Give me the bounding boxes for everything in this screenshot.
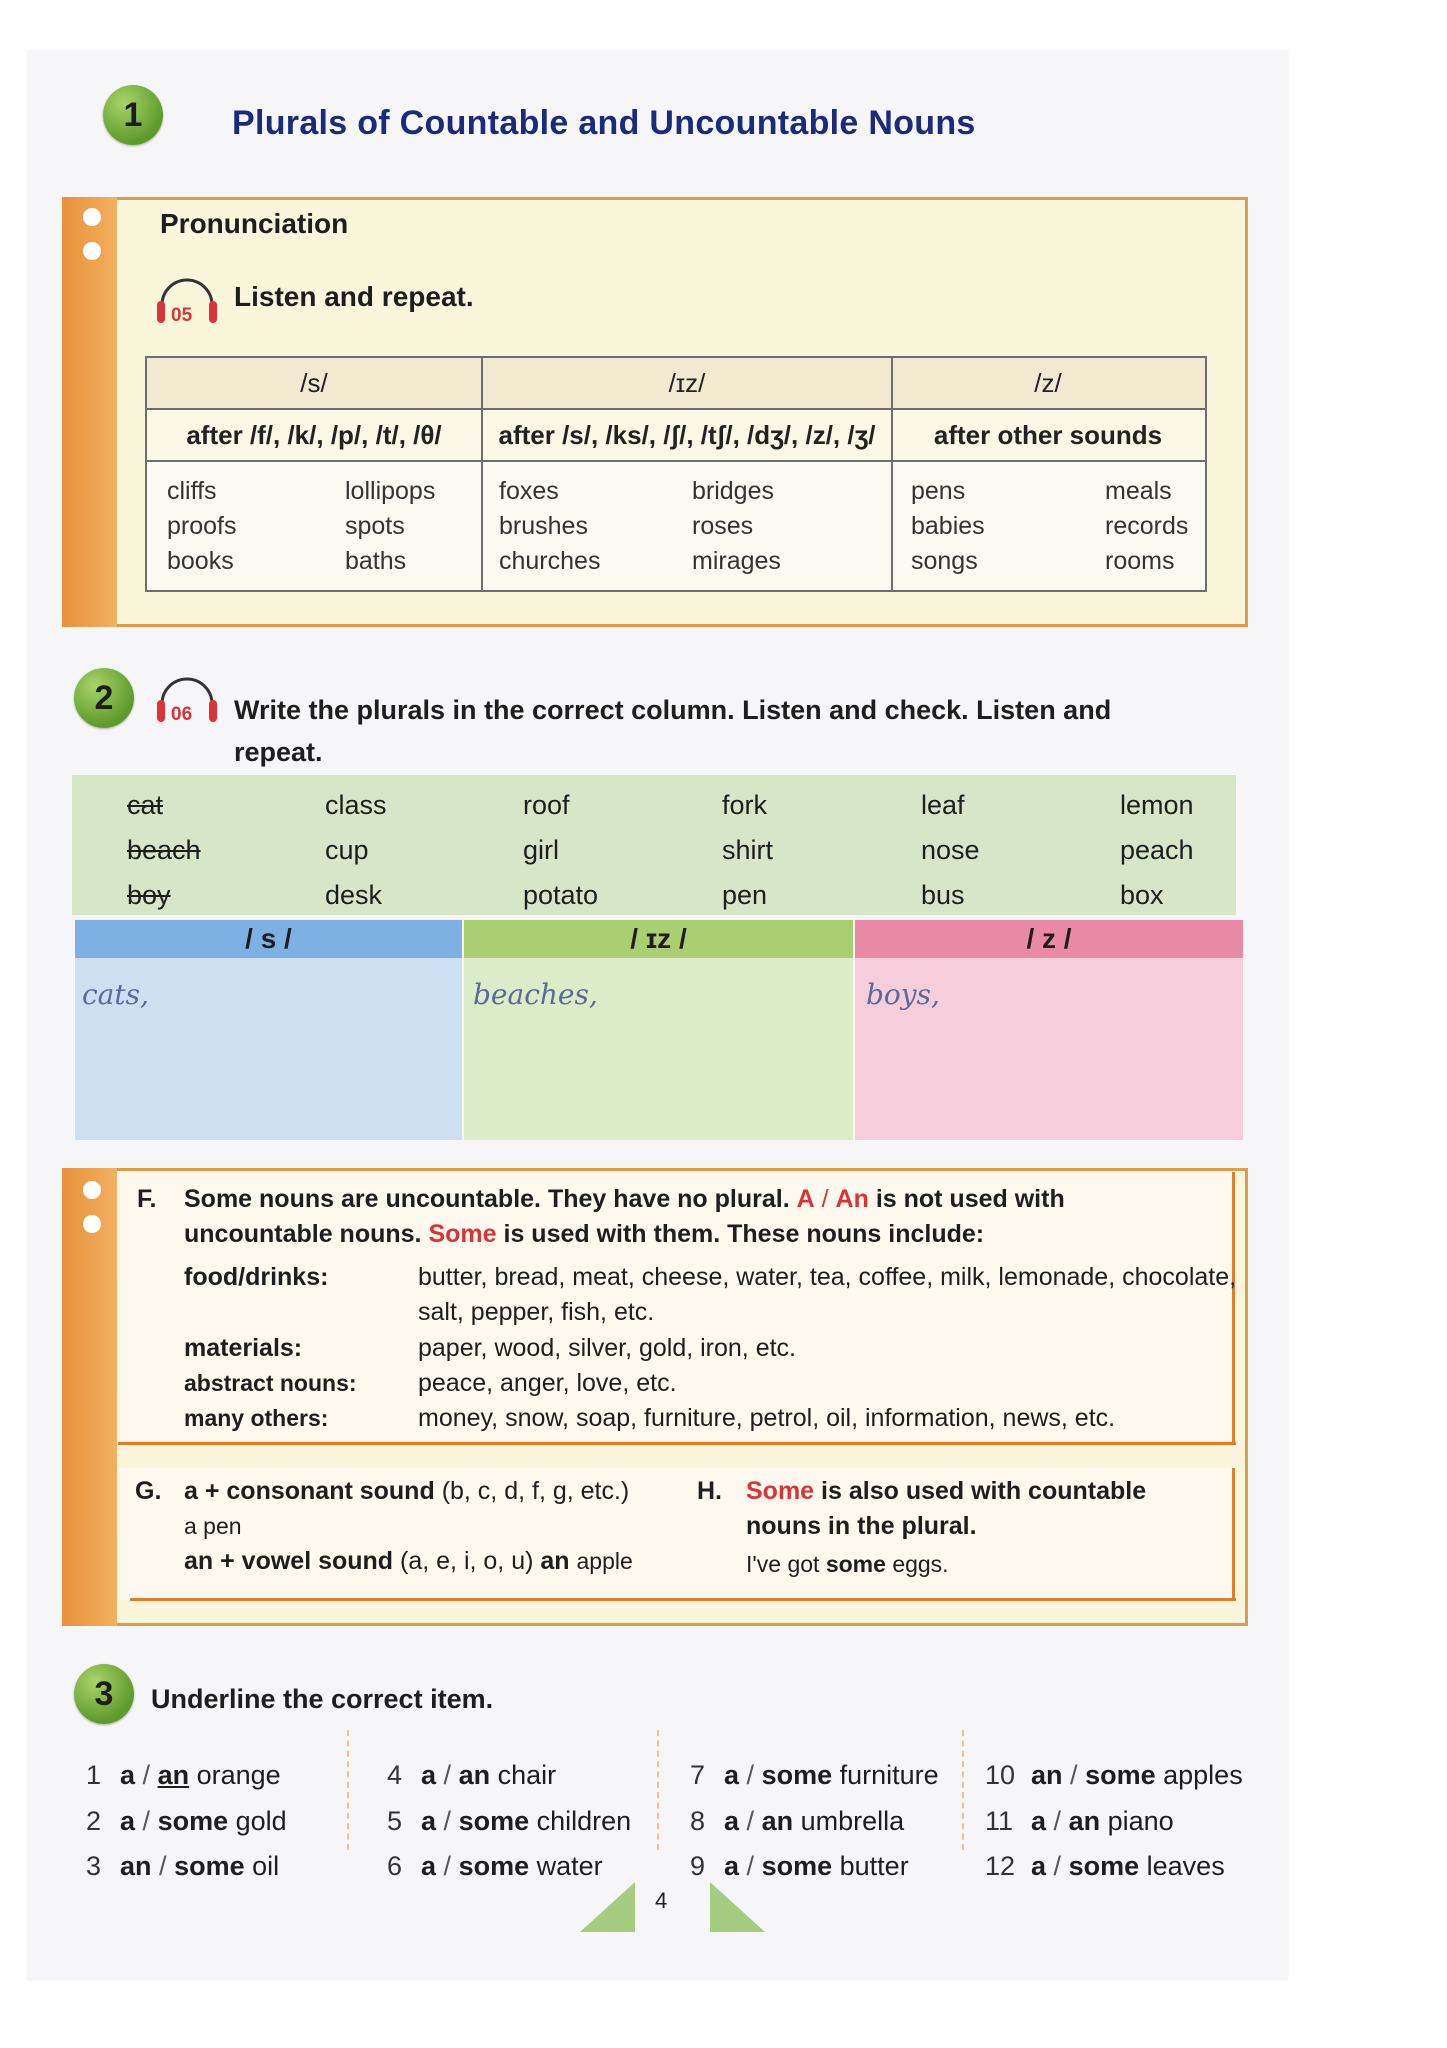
option-2[interactable]: some xyxy=(458,1806,530,1836)
separator: / xyxy=(443,1760,452,1790)
bullet-icon xyxy=(83,208,101,226)
keyword-some: Some xyxy=(746,1477,815,1505)
separator: / xyxy=(142,1806,151,1836)
word-item: cliffs xyxy=(167,477,217,505)
separator: / xyxy=(1070,1760,1078,1790)
handwritten-example: cats, xyxy=(82,978,149,1011)
word-item: lollipops xyxy=(345,477,436,505)
word-item: proofs xyxy=(167,512,237,540)
column-divider xyxy=(962,1730,964,1850)
item-noun: leaves xyxy=(1146,1851,1225,1881)
rule-text: Some nouns are uncountable. They have no plural. xyxy=(184,1185,790,1213)
word-list xyxy=(1105,474,1188,579)
exercise-number-2 xyxy=(74,668,134,728)
panel-border xyxy=(1232,1468,1235,1600)
option-2[interactable]: some xyxy=(761,1760,833,1790)
example-text: a pen xyxy=(184,1513,242,1539)
rule-text: a + consonant sound xyxy=(184,1477,435,1505)
option-1[interactable]: a xyxy=(724,1851,740,1881)
option-2[interactable]: some xyxy=(1085,1760,1156,1790)
word-item: meals xyxy=(1105,477,1172,505)
bullet-icon xyxy=(83,1215,101,1233)
item-noun: umbrella xyxy=(800,1806,905,1836)
example-text: I've got xyxy=(746,1551,820,1577)
separator: / xyxy=(443,1851,452,1881)
option-2[interactable]: some xyxy=(157,1806,229,1836)
page-tab-left xyxy=(580,1882,640,1932)
word-list xyxy=(499,474,600,579)
item-noun: apples xyxy=(1163,1760,1243,1790)
item-number: 2 xyxy=(86,1806,102,1836)
word-item: spots xyxy=(345,512,405,540)
word-bank-item: cup xyxy=(325,835,369,865)
item-number: 11 xyxy=(985,1806,1014,1836)
category-value: money, snow, soap, furniture, petrol, oil, information, news, etc. xyxy=(418,1404,1116,1432)
option-1[interactable]: a xyxy=(724,1760,740,1790)
example-text: apple xyxy=(576,1548,633,1574)
word-item: records xyxy=(1105,512,1189,540)
word-item: pens xyxy=(911,477,966,505)
category-value: paper, wood, silver, gold, iron, etc. xyxy=(418,1334,796,1362)
exercise-item xyxy=(387,1760,556,1791)
sort-column-z[interactable] xyxy=(855,920,1243,1140)
separator: / xyxy=(1053,1806,1062,1836)
option-2[interactable]: some xyxy=(174,1851,245,1881)
grammar-stripe xyxy=(62,1168,117,1626)
category-label: abstract nouns: xyxy=(184,1370,357,1396)
word-bank-item: peach xyxy=(1120,835,1194,865)
exercise-item xyxy=(985,1806,1174,1837)
option-1[interactable]: a xyxy=(120,1760,136,1790)
word-list xyxy=(167,474,236,579)
column-divider xyxy=(347,1730,349,1850)
word-item: brushes xyxy=(499,512,588,540)
separator: / xyxy=(443,1806,452,1836)
item-number: 7 xyxy=(690,1760,706,1790)
word-bank-item: box xyxy=(1120,880,1164,910)
pronunciation-table xyxy=(145,356,1207,592)
separator: / xyxy=(159,1851,167,1881)
option-1[interactable]: a xyxy=(1031,1806,1047,1836)
word-list xyxy=(911,474,985,579)
word-item: foxes xyxy=(499,477,559,505)
word-bank-item: pen xyxy=(722,880,768,910)
keyword-a: A xyxy=(796,1185,815,1213)
item-number: 12 xyxy=(985,1851,1016,1881)
word-item: roses xyxy=(692,512,754,540)
option-2[interactable]: some xyxy=(761,1851,833,1881)
rule-text: (b, c, d, f, g, etc.) xyxy=(441,1477,630,1505)
item-number: 9 xyxy=(690,1851,706,1881)
exercise-number-1 xyxy=(103,85,163,145)
rule-text: is not used with xyxy=(875,1185,1065,1213)
word-item: bridges xyxy=(692,477,774,505)
page-number: 4 xyxy=(655,1888,668,1913)
option-2[interactable]: an xyxy=(1068,1806,1101,1836)
word-list xyxy=(345,474,435,579)
word-bank-item: nose xyxy=(921,835,980,865)
keyword-an: An xyxy=(835,1185,869,1213)
category-value: peace, anger, love, etc. xyxy=(418,1369,677,1397)
sort-column-header: / z / xyxy=(855,920,1243,958)
exercise-item xyxy=(86,1851,279,1882)
handwritten-example: boys, xyxy=(866,978,940,1011)
exercise-item xyxy=(387,1851,603,1882)
word-bank-item: roof xyxy=(523,790,570,820)
exercise-number-text: 1 xyxy=(123,95,143,134)
item-noun: children xyxy=(536,1806,632,1836)
word-bank-item: leaf xyxy=(921,790,965,820)
page-tab-right xyxy=(705,1882,765,1932)
word-bank-item: cat xyxy=(127,790,164,820)
exercise-item xyxy=(985,1851,1225,1882)
rule-letter-h: H. xyxy=(697,1477,722,1505)
word-bank-item: shirt xyxy=(722,835,774,865)
exercise-3-instruction: Underline the correct item. xyxy=(151,1684,494,1714)
option-1[interactable]: a xyxy=(724,1806,740,1836)
item-noun: orange xyxy=(196,1760,281,1790)
exercise-number-text: 2 xyxy=(94,678,114,717)
category-label: many others: xyxy=(184,1405,329,1431)
bullet-icon xyxy=(83,242,101,260)
word-item: mirages xyxy=(692,547,781,575)
category-label: materials: xyxy=(184,1334,303,1362)
exercise-2-instruction xyxy=(234,688,1244,774)
item-number: 10 xyxy=(985,1760,1016,1790)
rule-h-text xyxy=(746,1474,1226,1582)
sound-header-iz: /ɪz/ xyxy=(668,368,706,398)
example-text: some xyxy=(825,1551,886,1577)
exercise-item xyxy=(86,1760,281,1791)
item-noun: gold xyxy=(235,1806,287,1836)
rule-z: after other sounds xyxy=(933,420,1163,450)
exercise-number-text: 3 xyxy=(94,1674,114,1713)
sort-column-s[interactable] xyxy=(75,920,462,1140)
handwritten-example: beaches, xyxy=(473,978,598,1011)
example-text: an xyxy=(540,1547,570,1575)
exercise-number-3 xyxy=(74,1664,134,1724)
rule-f-text xyxy=(184,1182,1224,1252)
category-label: food/drinks: xyxy=(184,1263,329,1291)
rule-text: is used with them. These nouns include: xyxy=(503,1220,985,1248)
separator: / xyxy=(746,1760,755,1790)
exercise-item xyxy=(387,1806,631,1837)
bullet-icon xyxy=(83,1181,101,1199)
sound-header-s: /s/ xyxy=(300,368,328,398)
item-number: 5 xyxy=(387,1806,403,1836)
item-noun: piano xyxy=(1107,1806,1174,1836)
page-title: Plurals of Countable and Uncountable Nouns xyxy=(232,104,976,142)
keyword-some: Some xyxy=(428,1220,497,1248)
item-number: 3 xyxy=(86,1851,102,1881)
instruction-line: repeat. xyxy=(234,737,323,767)
word-item: churches xyxy=(499,547,601,575)
column-divider xyxy=(657,1730,659,1850)
separator: / xyxy=(142,1760,151,1790)
pronunciation-heading: Pronunciation xyxy=(160,208,349,239)
word-item: baths xyxy=(345,547,407,575)
example-text: eggs. xyxy=(892,1551,949,1577)
word-bank-item: potato xyxy=(523,880,599,910)
audio-track-06: 06 xyxy=(171,704,193,725)
item-noun: oil xyxy=(252,1851,280,1881)
exercise-item xyxy=(985,1760,1243,1791)
word-item: songs xyxy=(911,547,978,575)
sort-column-header: / ɪz / xyxy=(464,920,853,958)
item-noun: chair xyxy=(497,1760,557,1790)
word-bank-item: class xyxy=(325,790,387,820)
option-1[interactable]: an xyxy=(1031,1760,1063,1790)
word-bank-item: bus xyxy=(921,880,965,910)
rule-g-text xyxy=(184,1474,684,1579)
category-line: butter, bread, meat, cheese, water, tea, coffee, milk, lemonade, chocolate, xyxy=(418,1263,1237,1291)
item-number: 8 xyxy=(690,1806,706,1836)
option-1[interactable]: a xyxy=(1031,1851,1047,1881)
exercise-item xyxy=(690,1806,904,1837)
option-2[interactable]: some xyxy=(1068,1851,1140,1881)
item-number: 6 xyxy=(387,1851,403,1881)
word-item: books xyxy=(167,547,234,575)
rule-text: uncountable nouns. xyxy=(184,1220,422,1248)
rule-text: is also used with countable xyxy=(821,1477,1147,1505)
option-1[interactable]: an xyxy=(120,1851,152,1881)
pronunciation-stripe xyxy=(62,197,117,627)
item-noun: furniture xyxy=(839,1760,939,1790)
word-bank-item: desk xyxy=(325,880,383,910)
option-2[interactable]: an xyxy=(458,1760,491,1790)
listen-instruction: Listen and repeat. xyxy=(234,281,474,312)
option-2[interactable]: an xyxy=(761,1806,794,1836)
item-noun: water xyxy=(536,1851,603,1881)
item-noun: butter xyxy=(839,1851,909,1881)
rule-iz: after /s/, /ks/, /ʃ/, /tʃ/, /dʒ/, /z/, /ʒ/ xyxy=(498,420,876,450)
exercise-item xyxy=(86,1806,287,1837)
sound-header-z: /z/ xyxy=(1034,368,1062,398)
rule-s: after /f/, /k/, /p/, /t/, /θ/ xyxy=(186,420,442,450)
divider xyxy=(130,1598,1236,1601)
separator: / xyxy=(1053,1851,1062,1881)
word-bank-item: beach xyxy=(127,835,201,865)
separator: / xyxy=(746,1806,755,1836)
sort-column-iz[interactable] xyxy=(464,920,853,1140)
word-list xyxy=(692,474,781,579)
instruction-line: Write the plurals in the correct column. Listen and check. Listen and xyxy=(234,695,1112,725)
word-bank-item: fork xyxy=(722,790,768,820)
separator: / xyxy=(821,1185,829,1213)
word-bank-item: boy xyxy=(127,880,171,910)
exercise-item xyxy=(690,1851,909,1882)
category-value xyxy=(418,1260,1238,1330)
option-1[interactable]: a xyxy=(421,1806,437,1836)
word-item: rooms xyxy=(1105,547,1175,575)
divider xyxy=(118,1442,1236,1445)
option-1[interactable]: a xyxy=(421,1760,437,1790)
rule-letter-g: G. xyxy=(135,1477,162,1505)
separator: / xyxy=(746,1851,755,1881)
word-bank xyxy=(72,775,1236,915)
option-2[interactable]: some xyxy=(458,1851,530,1881)
option-1[interactable]: a xyxy=(421,1851,437,1881)
item-number: 1 xyxy=(86,1760,102,1790)
word-item: babies xyxy=(911,512,985,540)
exercise-item xyxy=(690,1760,939,1791)
rule-text: (a, e, i, o, u) xyxy=(400,1547,534,1575)
option-1[interactable]: a xyxy=(120,1806,136,1836)
rule-text: nouns in the plural. xyxy=(746,1512,977,1540)
category-line: salt, pepper, fish, etc. xyxy=(418,1298,655,1326)
option-2[interactable]: an xyxy=(157,1760,190,1790)
word-bank-item: lemon xyxy=(1120,790,1194,820)
sort-column-header: / s / xyxy=(75,920,462,958)
rule-text: an + vowel sound xyxy=(184,1547,394,1575)
rule-letter-f: F. xyxy=(137,1185,157,1213)
audio-track-05: 05 xyxy=(171,305,193,326)
word-bank-item: girl xyxy=(523,835,560,865)
item-number: 4 xyxy=(387,1760,403,1790)
